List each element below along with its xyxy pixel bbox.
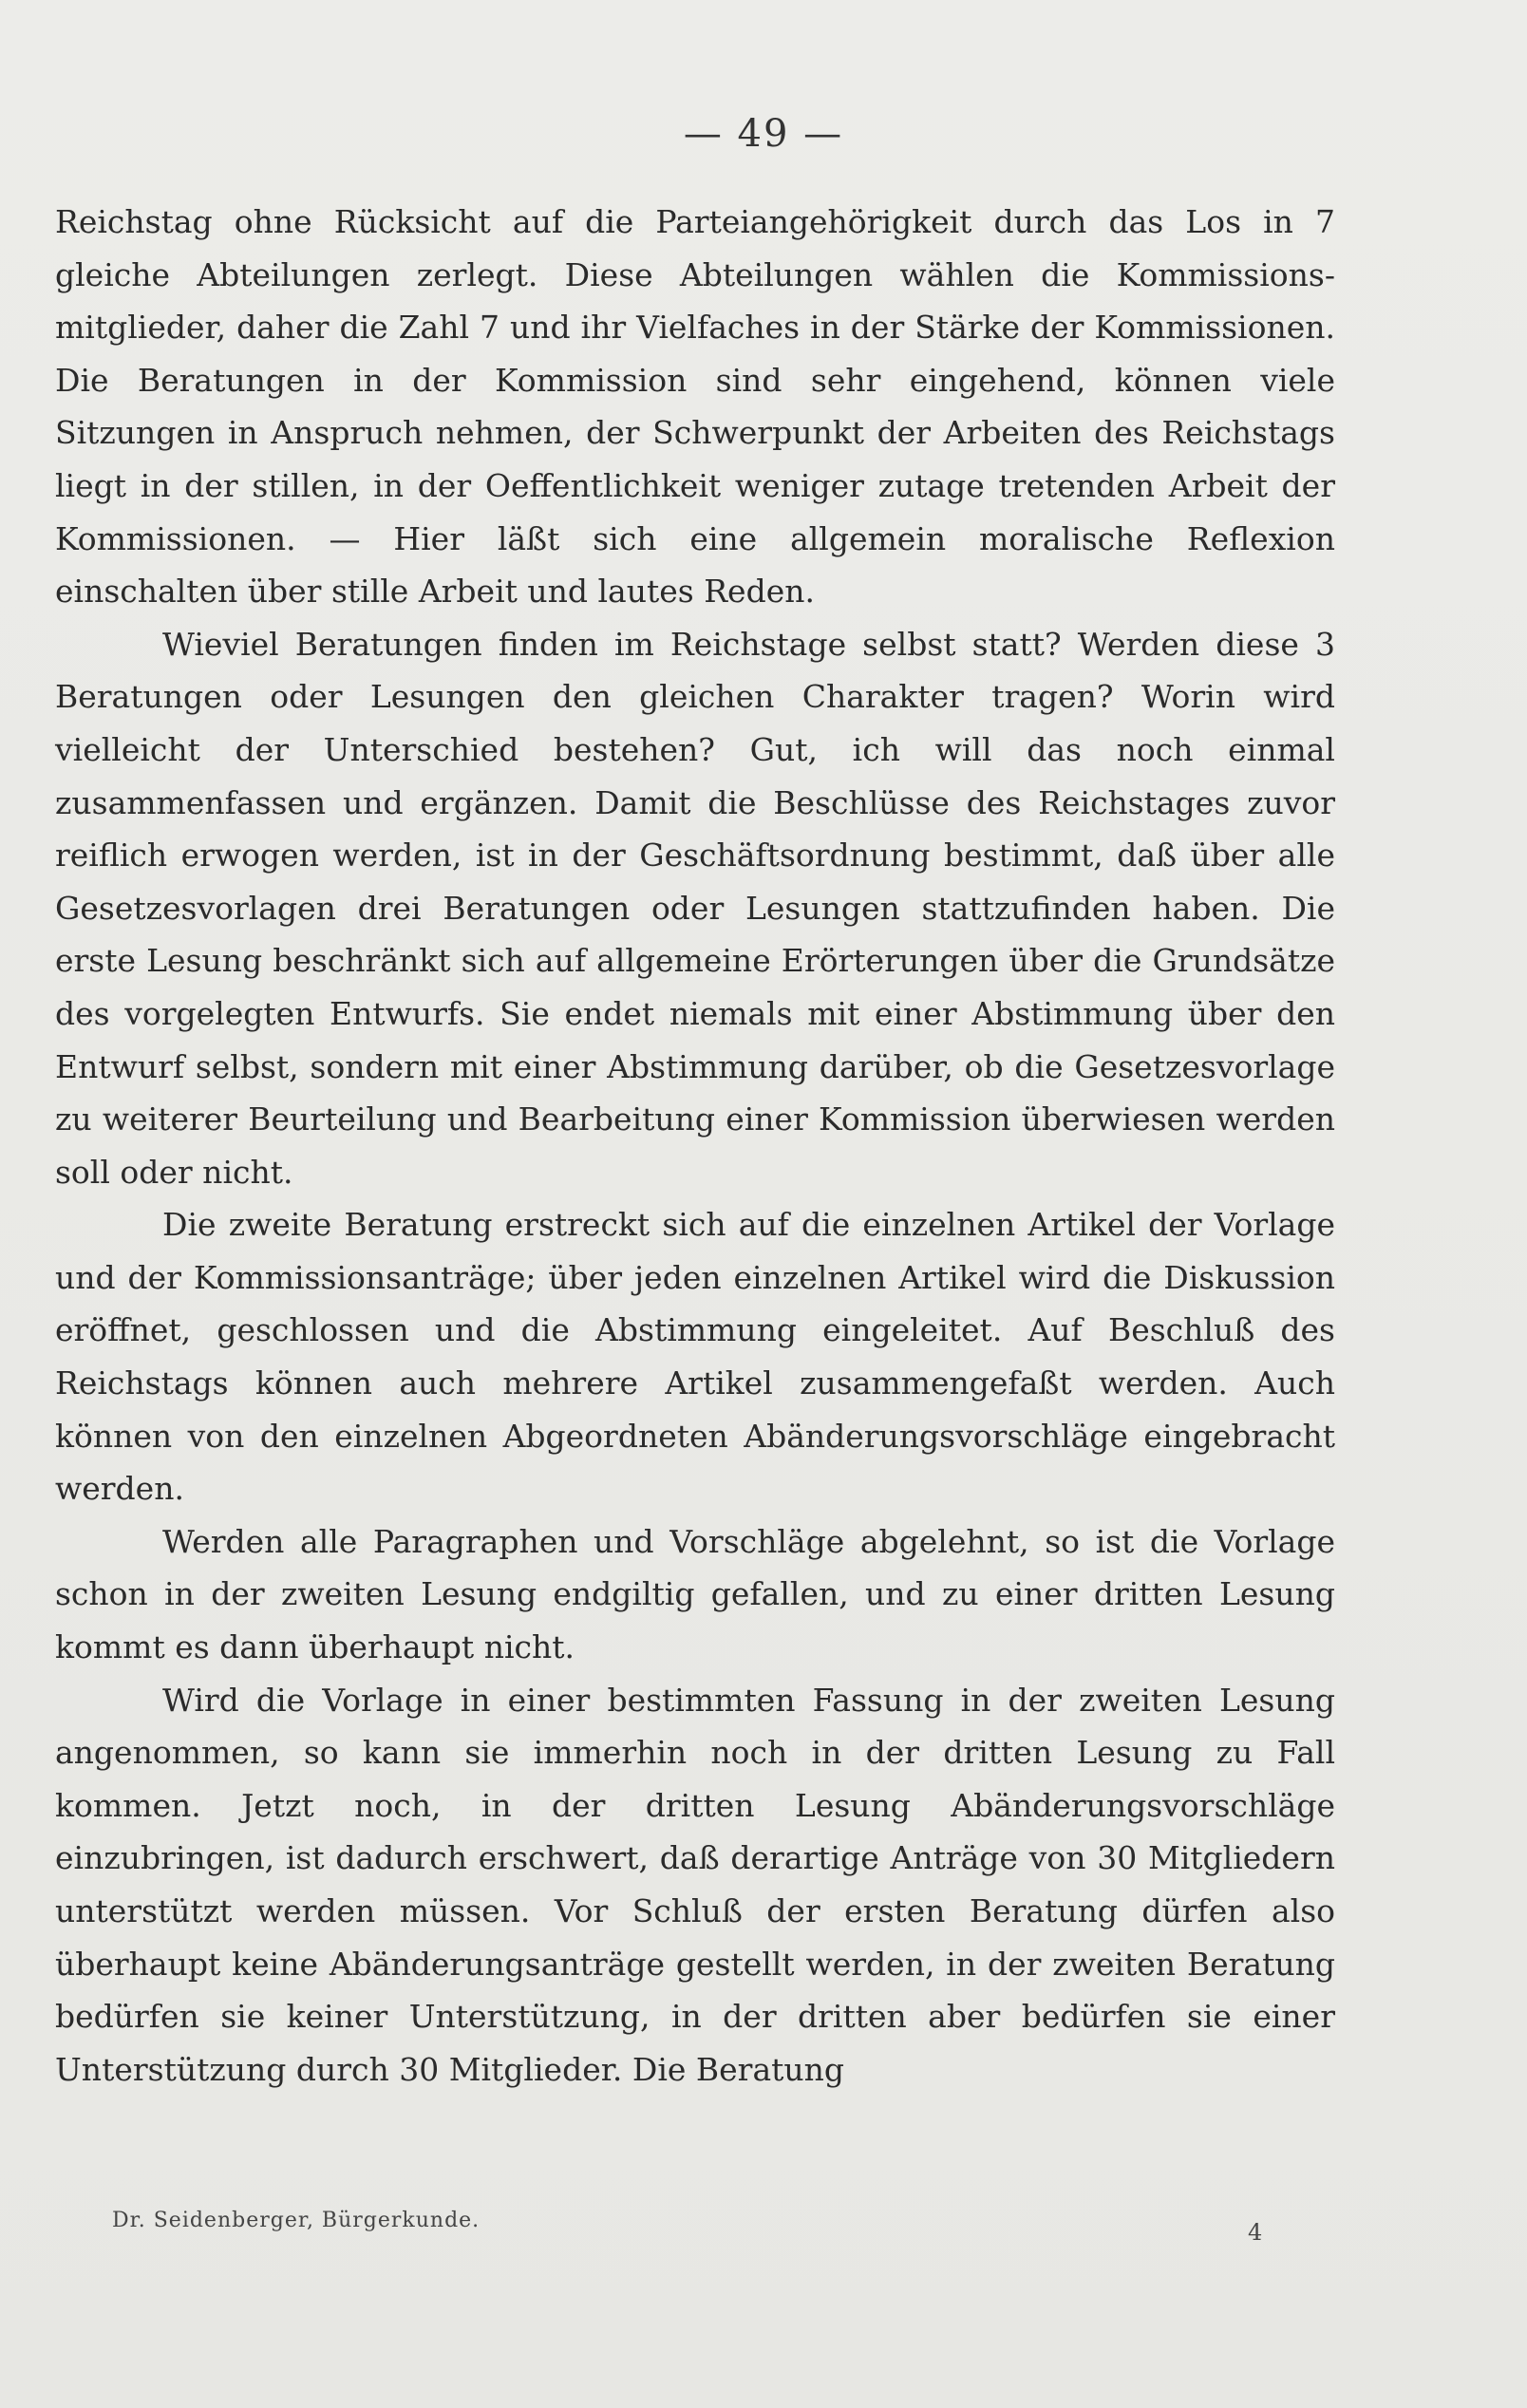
paragraph-4: Werden alle Paragraphen und Vorschläge abgelehnt, so ist die Vorlage schon in der zweiten Lesung endgiltig gefallen, und zu einer dritten Lesung kommt es dann überhaupt nicht. bbox=[55, 1522, 1335, 1666]
paragraph-3: Die zweite Beratung erstreckt sich auf die einzelnen Artikel der Vorlage und der Kommissionsanträge; über jeden einzelnen Artikel wird die Diskussion eröffnet, geschlossen und die Abstimmung eingeleitet. Auf Beschluß des Reichstags können auch mehrere Artikel zusammengefaßt werden. Auch können von den einzelnen Abgeordneten Abänderungsvorschläge eingebracht werden. bbox=[55, 1206, 1335, 1508]
paragraph-1: Reichstag ohne Rücksicht auf die Parteiangehörigkeit durch das Los in 7 gleiche Abteilungen zerlegt. Diese Abteilungen wählen die Kommissionsmitglieder, daher die Zahl 7 und ihr Vielfaches in der Stärke der Kommissionen. Die Beratungen in der Kommission sind sehr eingehend, können viele Sitzungen in Anspruch nehmen, der Schwerpunkt der Arbeiten des Reichstags liegt in der stillen, in der Oeffentlichkeit weniger zutage tretenden Arbeit der Kommissionen. — Hier läßt sich eine allgemein moralische Reflexion einschalten über stille Arbeit und lautes Reden. bbox=[55, 203, 1335, 611]
sheet-signature: 4 bbox=[1248, 2219, 1263, 2246]
footer-author-title: Dr. Seidenberger, Bürgerkunde. bbox=[112, 2209, 481, 2232]
paragraph-5: Wird die Vorlage in einer bestimmten Fassung in der zweiten Lesung angenommen, so kann sie immerhin noch in der dritten Lesung zu Fall kommen. Jetzt noch, in der dritten Lesung Abänderungsvorschläge einzubringen, ist dadurch erschwert, daß derartige Anträge von 30 Mitgliedern unterstützt werden müssen. Vor Schluß der ersten Beratung dürfen also überhaupt keine Abänderungsanträge gestellt werden, in der zweiten Beratung bedürfen sie keiner Unterstützung, in der dritten aber bedürfen sie einer Unterstützung durch 30 Mitglieder. Die Beratung bbox=[55, 1681, 1335, 2088]
paragraph-2: Wieviel Beratungen finden im Reichstage selbst statt? Werden diese 3 Beratungen oder Lesungen den gleichen Charakter tragen? Worin wird vielleicht der Unterschied bestehen? Gut, ich will das noch einmal zusammenfassen und ergänzen. Damit die Beschlüsse des Reichstages zuvor reiflich erwogen werden, ist in der Geschäftsordnung bestimmt, daß über alle Gesetzesvorlagen drei Beratungen oder Lesungen stattzufinden haben. Die erste Lesung beschränkt sich auf allgemeine Erörterungen über die Grundsätze des vorgelegten Entwurfs. Sie endet niemals mit einer Abstimmung über den Entwurf selbst, sondern mit einer Abstimmung darüber, ob die Gesetzesvorlage zu weiterer Beurteilung und Bearbeitung einer Kommission überwiesen werden soll oder nicht. bbox=[55, 625, 1335, 1191]
page-number: — 49 — bbox=[683, 112, 844, 156]
body-text bbox=[55, 196, 1335, 2096]
